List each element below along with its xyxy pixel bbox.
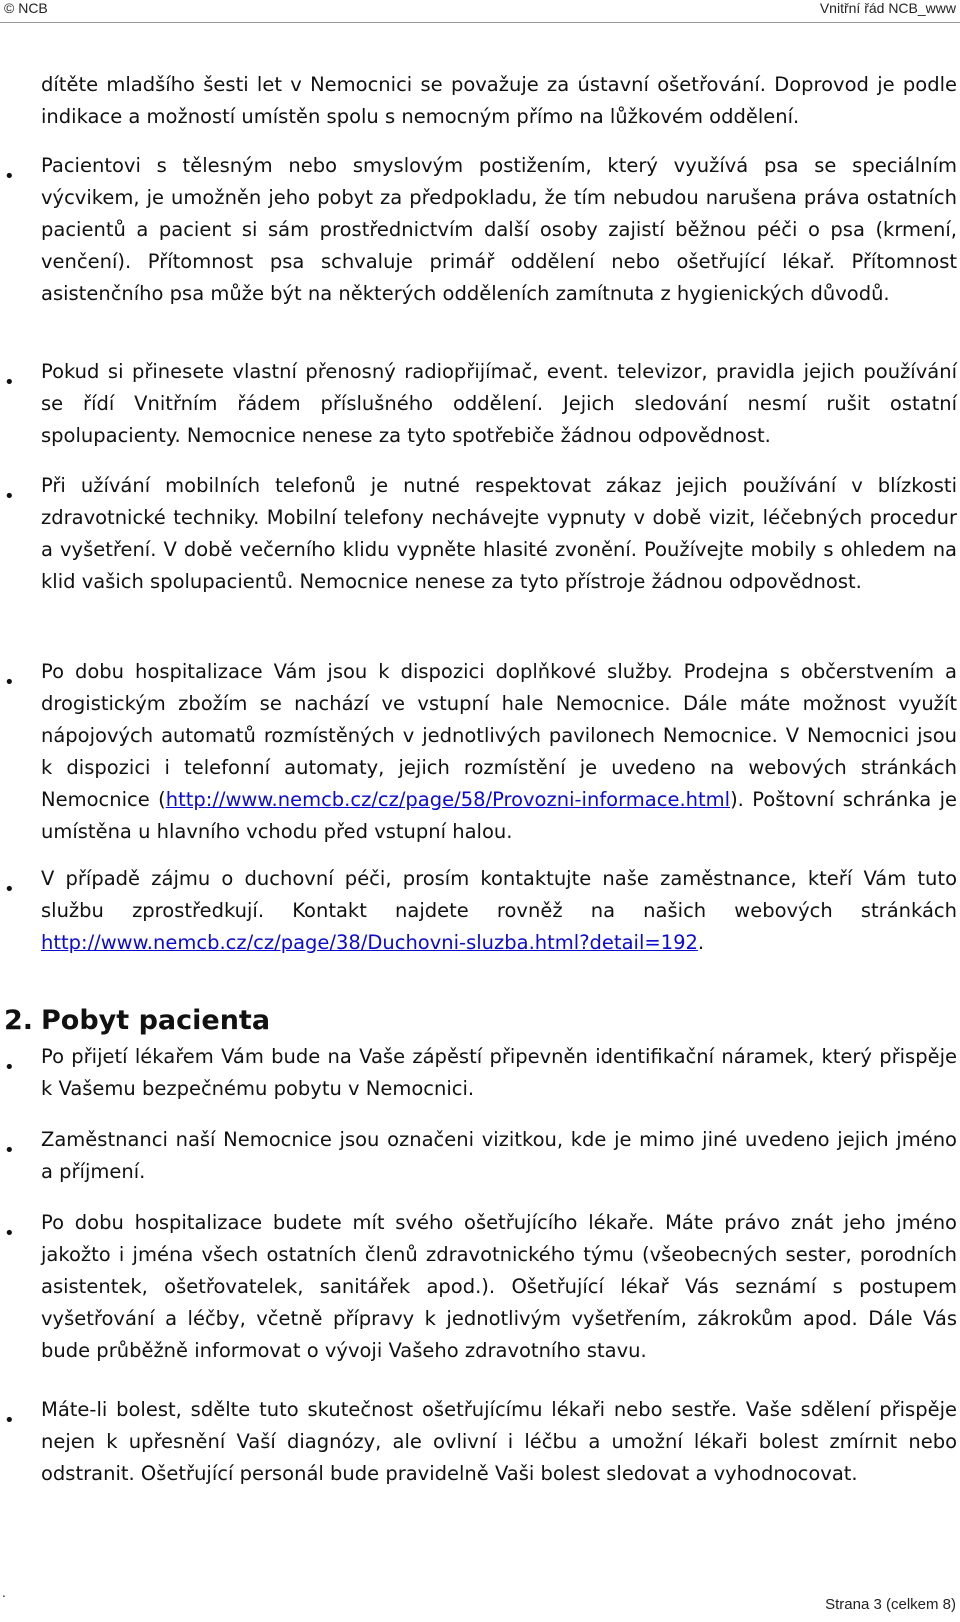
header-copyright: © NCB	[4, 0, 48, 16]
bullet-icon: •	[4, 1223, 15, 1244]
list-item-pain: Máte-li bolest, sdělte tuto skutečnost ošetřujícímu lékaři nebo sestře. Vaše sdělení přispěje nejen k upřesnění Vaší diagnózy, ale ovlivní i léčbu a umožní lékaři bolest zmírnit nebo odstranit. Ošetřující personál bude pravidelně Vaši bolest sledovat a vyhodnocovat.	[41, 1398, 957, 1485]
list-item-staff-badges: Zaměstnanci naší Nemocnice jsou označeni vizitkou, kde je mimo jiné uvedeno jejich jméno a příjmení.	[41, 1128, 957, 1183]
list-item-services	[41, 656, 957, 848]
page-number: Strana 3 (celkem 8)	[825, 1596, 956, 1613]
bullet-icon: •	[4, 879, 15, 900]
bullet-icon: •	[4, 1057, 15, 1078]
list-item-spiritual-care	[41, 863, 957, 959]
list-item-radio-tv: Pokud si přinesete vlastní přenosný radiopřijímač, event. televizor, pravidla jejich používání se řídí Vnitřním řádem příslušného oddělení. Jejich sledování nesmí rušit ostatní spolupacienty. Nemocnice nenese za tyto spotřebiče žádnou odpovědnost.	[41, 360, 957, 447]
list-item-id-bracelet: Po přijetí lékařem Vám bude na Vaše zápěstí připevněn identifikační náramek, který přispěje k Vašemu bezpečnému pobytu v Nemocnici.	[41, 1045, 957, 1100]
provozni-informace-link[interactable]: http://www.nemcb.cz/cz/page/58/Provozni-informace.html	[165, 788, 731, 811]
bullet-icon: •	[4, 486, 15, 507]
section-heading	[4, 1003, 270, 1039]
page-header	[0, 0, 960, 23]
bullet-icon: •	[4, 372, 15, 393]
intro-paragraph: dítěte mladšího šesti let v Nemocnici se považuje za ústavní ošetřování. Doprovod je podle indikace a možností umístěn spolu s nemocným přímo na lůžkovém oddělení.	[41, 73, 957, 128]
spiritual-text: V případě zájmu o duchovní péči, prosím kontaktujte naše zaměstnance, kteří Vám tuto službu zprostředkují. Kontakt najdete rovněž na našich webových stránkách	[41, 867, 957, 922]
spiritual-after-text: .	[697, 931, 705, 954]
footer-dot: .	[2, 1586, 6, 1600]
list-item-attending-doctor: Po dobu hospitalizace budete mít svého ošetřujícího lékaře. Máte právo znát jeho jméno jakožto i jména všech ostatních členů zdravotnického týmu (všeobecných sester, porodních asistentek, ošetřovatelek, sanitářek apod.). Ošetřující lékař Vás seznámí s postupem vyšetřování a léčby, včetně přípravy k jednotlivým vyšetřením, zákrokům apod. Dále Vás bude průběžně informovat o vývoji Vašeho zdravotního stavu.	[41, 1211, 957, 1362]
duchovni-sluzba-link[interactable]: http://www.nemcb.cz/cz/page/38/Duchovni-sluzba.html?detail=192	[41, 931, 698, 954]
bullet-icon: •	[4, 166, 15, 187]
services-text: Po dobu hospitalizace Vám jsou k dispozici doplňkové služby. Prodejna s občerstvením a drogistickým zbožím se nachází ve vstupní hale Nemocnice. Dále máte možnost využít nápojových automatů rozmístěných v jednotlivých pavilonech Nemocnice. V Nemocnici jsou k dispozici i telefonní automaty, jejich rozmístění je uvedeno na webových stránkách Nemocnice (	[41, 660, 957, 811]
bullet-icon: •	[4, 1410, 15, 1431]
list-item-guide-dog: Pacientovi s tělesným nebo smyslovým postižením, který využívá psa se speciálním výcvikem, je umožněn jeho pobyt za předpokladu, že tím nebudou narušena práva ostatních pacientů a pacient si sám prostřednictvím další osoby zajistí běžnou péči o psa (krmení, venčení). Přítomnost psa schvaluje primář oddělení nebo ošetřující lékař. Přítomnost asistenčního psa může být na některých odděleních zamítnuta z hygienických důvodů.	[41, 154, 957, 305]
list-item-mobile-phones: Při užívání mobilních telefonů je nutné respektovat zákaz jejich používání v blízkosti zdravotnické techniky. Mobilní telefony nechávejte vypnuty v době vizit, léčebných procedur a vyšetření. V době večerního klidu vypněte hlasité zvonění. Používejte mobily s ohledem na klid vašich spolupacientů. Nemocnice nenese za tyto přístroje žádnou odpovědnost.	[41, 474, 957, 593]
section-title: Pobyt pacienta	[41, 1005, 271, 1036]
bullet-icon: •	[4, 672, 15, 693]
services-after-text: ). Poštovní schránka je umístěna u hlavního vchodu před vstupní halou.	[41, 788, 957, 843]
bullet-icon: •	[4, 1140, 15, 1161]
section-number: 2.	[4, 1005, 34, 1036]
header-document-title: Vnitřní řád NCB_www	[819, 0, 956, 16]
